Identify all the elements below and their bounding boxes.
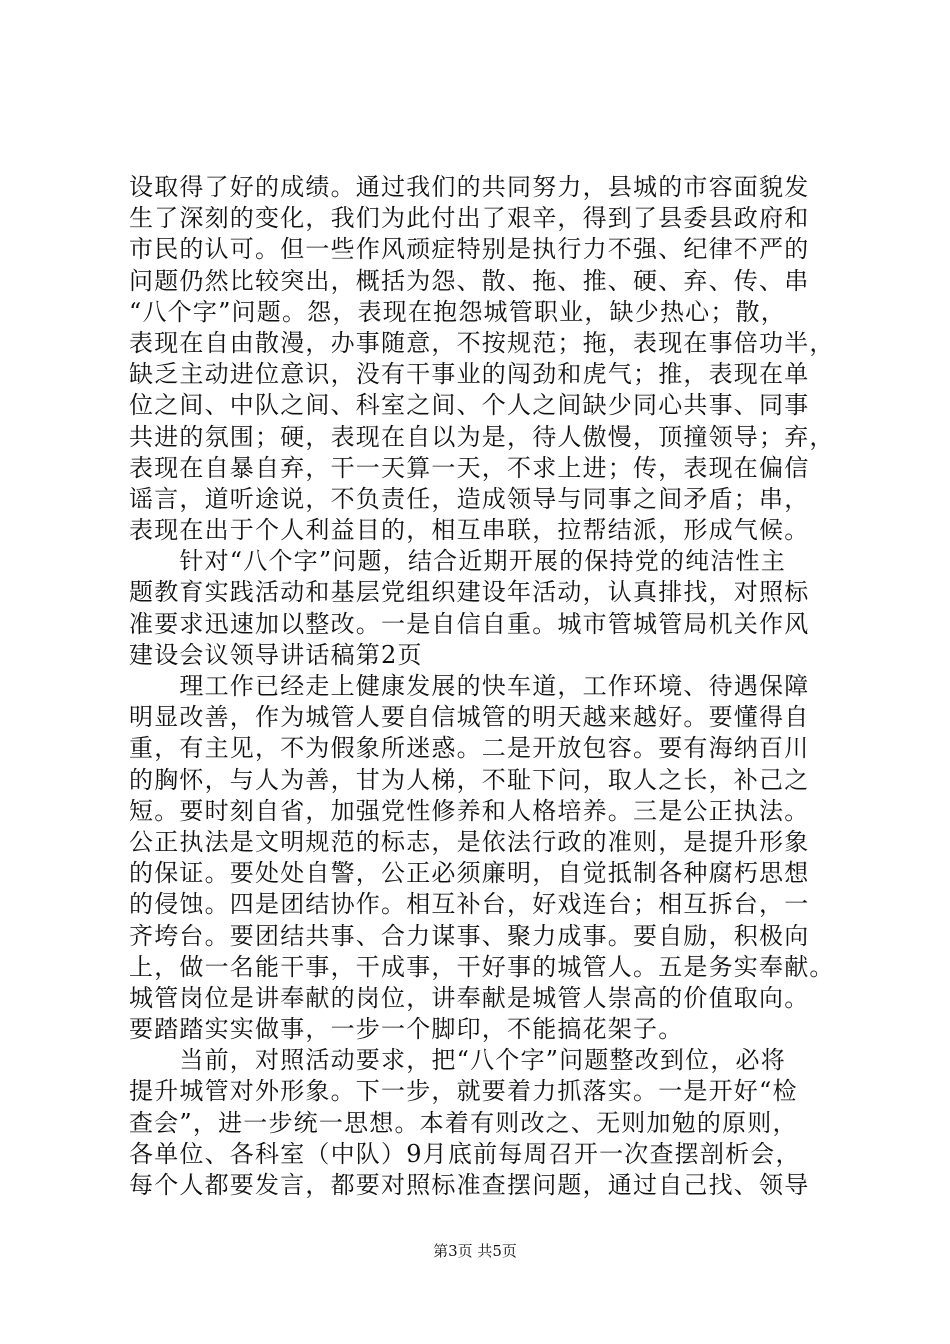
text-line: 题教育实践活动和基层党组织建设年活动，认真排找，对照标 [129,578,810,607]
text-line: “八个字”问题。怨，表现在抱怨城管职业，缺少热心；散， [129,297,786,326]
text-line: 明显改善，作为城管人要自信城管的明天越来越好。要懂得自 [129,703,810,732]
text-line: 理工作已经走上健康发展的快车道，工作环境、待遇保障 [129,672,810,700]
text-line: 针对“八个字”问题，结合近期开展的保持党的纯洁性主 [129,547,786,576]
document-body [129,172,849,1201]
text-line: 位之间、中队之间、科室之间、个人之间缺少同心共事、同事 [129,391,810,420]
text-line: 重，有主见，不为假象所迷惑。二是开放包容。要有海纳百川 [129,734,810,763]
text-line: 的侵蚀。四是团结协作。相互补台，好戏连台；相互拆台，一 [129,890,810,919]
text-line: 当前，对照活动要求，把“八个字”问题整改到位，必将 [129,1046,786,1075]
text-line: 各单位、各科室（中队）9月底前每周召开一次查摆剖析会， [129,1139,801,1168]
text-line: 缺乏主动进位意识，没有干事业的闯劲和虎气；推，表现在单 [129,360,810,389]
text-line: 表现在出于个人利益目的，相互串联，拉帮结派，形成气候。 [129,516,810,545]
text-line: 共进的氛围；硬，表现在自以为是，待人傲慢，顶撞领导；弃， [129,422,835,451]
text-line: 设取得了好的成绩。通过我们的共同努力，县城的市容面貌发 [129,173,810,201]
text-line: 公正执法是文明规范的标志，是依法行政的准则，是提升形象 [129,827,810,856]
text-line: 每个人都要发言，都要对照标准查摆问题，通过自己找、领导 [129,1171,810,1199]
text-line: 准要求迅速加以整改。一是自信自重。城市管城管局机关作风 [129,609,810,638]
text-line: 的胸怀，与人为善，甘为人梯，不耻下问，取人之长，补己之 [129,765,810,794]
text-line: 问题仍然比较突出，概括为怨、散、拖、推、硬、弃、传、串 [129,266,810,295]
text-line: 上，做一名能干事，干成事，干好事的城管人。五是务实奉献。 [129,952,835,981]
text-line: 市民的认可。但一些作风顽症特别是执行力不强、纪律不严的 [129,235,810,264]
text-line: 查会”，进一步统一思想。本着有则改之、无则加勉的原则， [129,1108,798,1137]
text-line: 的保证。要处处自警，公正必须廉明，自觉抵制各种腐朽思想 [129,859,810,888]
text-line: 谣言，道听途说，不负责任，造成领导与同事之间矛盾；串， [129,484,810,513]
text-line: 表现在自暴自弃，干一天算一天，不求上进；传，表现在偏信 [129,453,810,482]
text-line: 提升城管对外形象。下一步，就要着力抓落实。一是开好“检 [129,1077,798,1106]
text-line: 建设会议领导讲话稿第2页 [129,640,423,669]
page-footer: 第3页 共5页 [433,1242,517,1260]
text-line: 生了深刻的变化，我们为此付出了艰辛，得到了县委县政府和 [129,204,810,233]
text-line: 短。要时刻自省，加强党性修养和人格培养。三是公正执法。 [129,796,810,825]
text-line: 表现在自由散漫，办事随意，不按规范；拖，表现在事倍功半， [129,328,835,357]
text-line: 要踏踏实实做事，一步一个脚印，不能搞花架子。 [129,1015,684,1044]
text-line: 城管岗位是讲奉献的岗位，讲奉献是城管人崇高的价值取向。 [129,983,810,1012]
text-line: 齐垮台。要团结共事、合力谋事、聚力成事。要自励，积极向 [129,921,810,950]
